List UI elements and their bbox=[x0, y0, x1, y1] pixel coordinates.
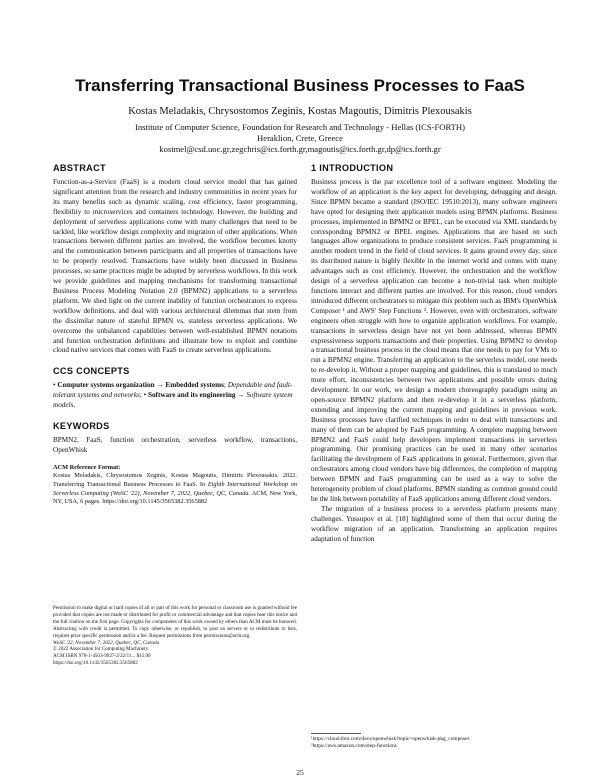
ccs-concept-2: Software and its engineering bbox=[147, 391, 236, 400]
acm-reference-body bbox=[53, 472, 297, 506]
paper-title: Transferring Transactional Business Processes to FaaS bbox=[75, 76, 525, 95]
acm-ref-authors: Kostas Meladakis, Chrysostomos Zeginis, Kostas Magoutis, Dimitris Plexousakis. 2022. Transferring Transactional Business Processes to FaaS. In bbox=[53, 472, 297, 489]
permission-text: Permission to make digital or hard copies of all or part of this work for personal or classroom use is granted without fee provided that copies are not made or distributed for profit or commercial advantage and that copies bear this notice and the full citation on the first page. Copyrights for components of this work owned by others than ACM must be honored. Abstracting with credit is permitted. To copy otherwise, or republish, to post on servers or to redistribute to lists, requires prior specific permission and/or a fee. Request permissions from permissions@acm.org. bbox=[53, 605, 297, 639]
ccs-heading: CCS CONCEPTS bbox=[53, 366, 130, 377]
acm-reference-heading: ACM Reference Format: bbox=[53, 463, 121, 471]
permission-copyright: © 2022 Association for Computing Machinery. bbox=[53, 646, 150, 653]
permission-doi: https://doi.org/10.1145/3565382.3565882 bbox=[53, 660, 138, 667]
footnotes bbox=[311, 736, 557, 750]
footnote-1: ¹https://cloud.ibm.com/docs/openwhisk?topic=openwhisk-pkg_composer bbox=[311, 736, 470, 742]
ccs-period: . bbox=[73, 401, 76, 410]
ccs-bullet: • bbox=[53, 381, 56, 390]
intro-heading: 1 INTRODUCTION bbox=[311, 163, 394, 173]
acm-ref-venue: Eighth International Workshop on Serverless Computing (WoSC '22), November 7, 2022, Quebec, QC, Canada. bbox=[53, 481, 298, 497]
footnote-rule bbox=[311, 733, 361, 734]
right-column bbox=[311, 163, 557, 545]
ccs-section bbox=[53, 366, 297, 411]
footnote-2: ²https://aws.amazon.com/step-functions bbox=[311, 743, 397, 749]
ccs-arrow-2: → bbox=[235, 391, 247, 400]
page-number: 25 bbox=[296, 768, 304, 777]
permission-block bbox=[53, 605, 297, 667]
ccs-concepts bbox=[53, 381, 297, 411]
ccs-concept-1c: Dependable and fault-tolerant systems and networks bbox=[53, 381, 293, 400]
ccs-sep2: ; bbox=[139, 391, 144, 400]
acm-ref-tail: ACM, New York, NY, USA, 6 pages. https://doi.org/10.1145/3565382.3565882 bbox=[53, 489, 297, 506]
ccs-concept-1: Computer systems organization bbox=[57, 381, 155, 390]
ccs-concept-2b: Software system models bbox=[53, 391, 293, 410]
ccs-bullet-2: • bbox=[143, 391, 147, 400]
affiliation-institute: Institute of Computer Science, Foundation for Research and Technology - Hellas (ICS-FORTH) bbox=[135, 122, 465, 132]
permission-isbn: ACM ISBN 978-1-4503-9927-2/22/11... $15.00 bbox=[53, 653, 151, 660]
keywords-section bbox=[53, 421, 297, 456]
left-column bbox=[53, 163, 297, 507]
keywords-text: BPMN2, FaaS, function orchestration, serverless workflow, transactions, OpenWhisk bbox=[53, 436, 297, 454]
ccs-arrow: → bbox=[154, 381, 166, 390]
ccs-concept-1b: Embedded systems bbox=[165, 381, 224, 390]
intro-paragraph-2: The migration of a business process to a serverless platform presents many challenges. Yussupov et al. [18] highlighted some of them that occur during the workflow migration of an application. Transforming an application requires adaptation of function bbox=[311, 504, 557, 543]
affiliation-location: Heraklion, Crete, Greece bbox=[257, 133, 343, 143]
acm-reference bbox=[53, 464, 297, 507]
permission-venue: WoSC '22, November 7, 2022, Quebec, QC, Canada bbox=[53, 639, 160, 646]
abstract-heading: ABSTRACT bbox=[53, 163, 106, 173]
abstract-text: Function-as-a-Service (FaaS) is a modern cloud service model that has gained significant attention from the research and industry communities in recent years for its many benefits such as dynamic scaling, cost efficiency, faster programming, flexibility to microservices and containers technology. However, the building and deployment of serverless applications come with many challenges that need to be tackled, like workflow design complexity and migration of other applications. When transactions between different parties are involved, the workflow becomes knotty and the communication between participants and all properties of transactions have to be properly resolved. Transactions have widely been discussed in Business processes, so same practices might be adopted by serverless workflows. In this work we provide guidelines and mapping mechanisms for transforming transactional Business Process Modeling Notation 2.0 (BPMN2) applications to a serverless platform. We shed light on the current inability of function orchestrators to express workflow definitions, and deal with various architectural dilemmas that stem from the dissimilar nature of stateful BPMN vs. stateless serverless applications. We overcome the unbalanced capabilities between well-established BPMN notations and function orchestration definitions and illustrate how to exploit and combine cloud native services that comes with FaaS to create serverless applications. bbox=[53, 178, 297, 355]
author-emails: kostmel@csd.uoc.gr,zegchris@ics.forth.gr,magoutis@ics.forth.gr,dp@ics.forth.gr bbox=[159, 144, 441, 154]
ccs-sep: ; bbox=[223, 381, 228, 390]
paper-authors: Kostas Meladakis, Chrysostomos Zeginis, Kostas Magoutis, Dimitris Plexousakis bbox=[128, 106, 472, 117]
keywords-heading: KEYWORDS bbox=[53, 421, 110, 432]
intro-paragraph-1: Business process is the par excellence tool of a software engineer. Modeling the workflow of an application is the key aspect for developing, debugging and design. Since BPMN became a standard (ISO/IEC 19510:2013), many software engineers have opted for designing their application models using BPMN platforms. Business processes, implemented in BPMN2 or BPEL, can be executed via XML standards by corresponding BPMN2 or BPEL engines. Applications that are based on such languages allow organizations to produce consistent services. FaaS programming is another modern trend in the field of cloud services. It gains ground every day, since its distributed nature is highly flexible in the internet world and comes with many advantages such as cost efficiency. However, the orchestration and the workflow design of a serverless application can become a non-trivial task when multiple functions interact and different parties are involved. For this reason, cloud vendors introduced different orchestrators to mitigate this problem such as IBM's OpenWhisk Composer ¹ and AWS' Step Functions ². However, even with orchestrators, software engineers often struggle with how to organize application workflows. For example, transactions in serverless design have not yet been addressed, whereas BPMN expressiveness supports transactions and their properties. Using BPMN2 to develop a transactional business process in the cloud means that one needs to pay for VMs to run a BPMN2 engine. Transferring an application to the serverless model, one needs to re-develop it. Without a proper mapping and guidelines, this is translated to much more effort, inconsistencies between two applications and possible errors during development. In our work, we design a modern choreography paradigm using an open-source BPMN2 platform and then re-develop it in a serverless platform, extending and improving the current mapping and guidelines in previous work. Business processes have clarified techniques in order to deal with transactions and many of them can be adopted by FaaS programming. A complete mapping between BPMN2 and FaaS could help developers implement transactions in serverless programming. Our promising practices can be used in many other scenarios facilitating the development of FaaS applications in general. Furthermore, given that orchestrators among cloud vendors have big differences, the completion of mapping between BPMN and FaaS programming can be used as a way to solve the heterogeneity problem of cloud platforms. BPMN standing as common ground could be the link between portability of FaaS applications among different cloud vendors. bbox=[311, 178, 557, 503]
affiliation-block bbox=[0, 122, 600, 155]
